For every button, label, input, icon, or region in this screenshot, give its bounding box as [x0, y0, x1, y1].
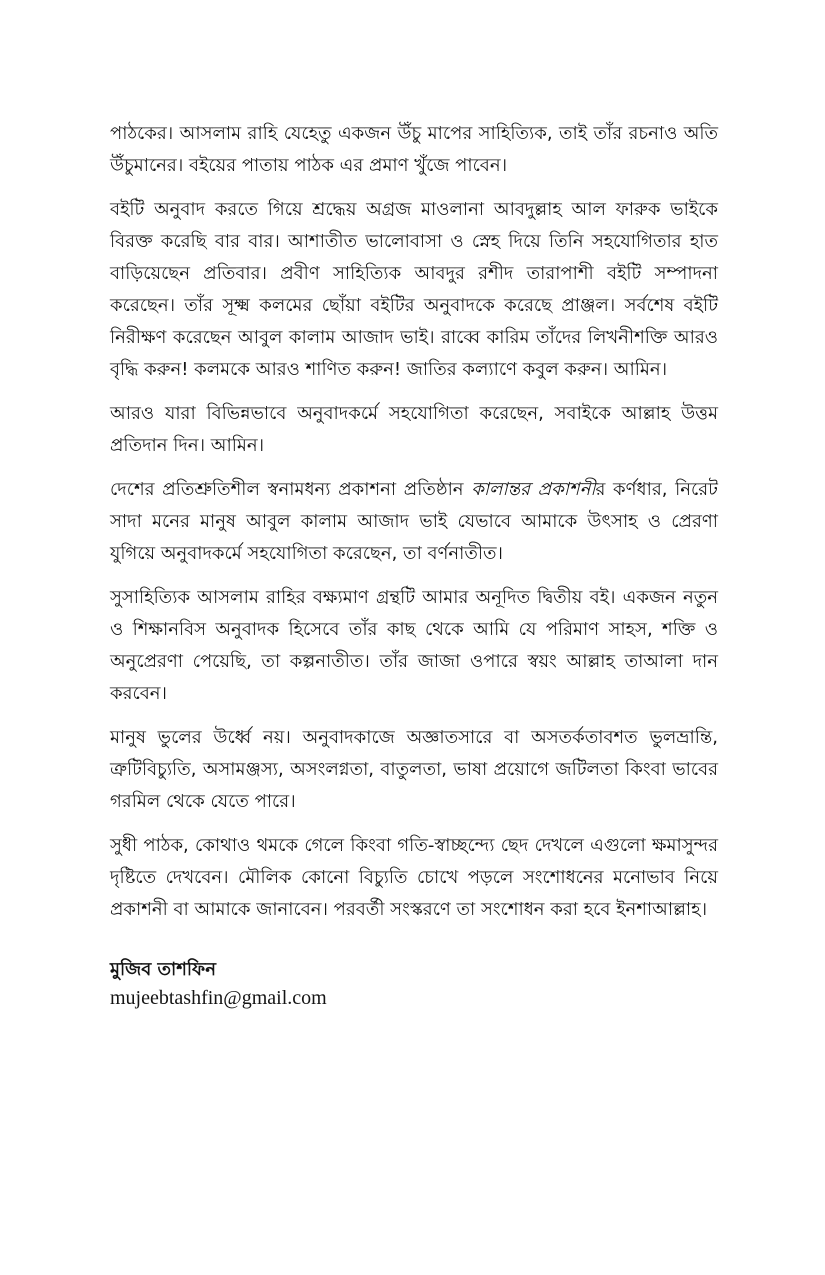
paragraph-3: আরও যারা বিভিন্নভাবে অনুবাদকর্মে সহযোগিতা করেছেন, সবাইকে আল্লাহ উত্তম প্রতিদান দিন। আমিন। — [110, 403, 718, 456]
paragraph-4 — [110, 474, 718, 570]
body-text — [110, 118, 718, 1012]
signature-block — [110, 956, 718, 1012]
paragraph-6: মানুষ ভুলের উর্ধ্বে নয়। অনুবাদকাজে অজ্ঞাতসারে বা অসতর্কতাবশত ভুলভ্রান্তি, ত্রুটিবিচ্যুতি, অসামঞ্জস্য, অসংলগ্নতা, বাতুলতা, ভাষা প্রয়োগে জটিলতা কিংবা ভাবের গরমিল থেকে যেতে পারে। — [110, 727, 718, 812]
paragraph-2: বইটি অনুবাদ করতে গিয়ে শ্রদ্ধেয় অগ্রজ মাওলানা আবদুল্লাহ আল ফারুক ভাইকে বিরক্ত করেছি বার বার। আশাতীত ভালোবাসা ও স্নেহ দিয়ে তিনি সহযোগিতার হাত বাড়িয়েছেন প্রতিবার। প্রবীণ সাহিত্যিক আবদুর রশীদ তারাপাশী বইটি সম্পাদনা করেছেন। তাঁর সূক্ষ্ম কলমের ছোঁয়া বইটির অনুবাদকে করেছে প্রাঞ্জল। সর্বশেষ বইটি নিরীক্ষণ করেছেন আবুল কালাম আজাদ ভাই। রাব্বে কারিম তাঁদের লিখনীশক্তি আরও বৃদ্ধি করুন! কলমকে আরও শাণিত করুন! জাতির কল্যাণে কবুল করুন। আমিন। — [110, 199, 718, 380]
author-name: মুজিব তাশফিন — [110, 959, 216, 980]
paragraph-5: সুসাহিত্যিক আসলাম রাহির বক্ষ্যমাণ গ্রন্থটি আমার অনূদিত দ্বিতীয় বই। একজন নতুন ও শিক্ষানবিস অনুবাদক হিসেবে তাঁর কাছ থেকে আমি যে পরিমাণ সাহস, শক্তি ও অনুপ্রেরণা পেয়েছি, তা কল্পনাতীত। তাঁর জাজা ওপারে স্বয়ং আল্লাহ তাআলা দান করবেন। — [110, 587, 718, 704]
publisher-name: কালান্তর প্রকাশনী — [471, 479, 596, 500]
paragraph-4-text-end: র কর্ণধার, নিরেট সাদা মনের মানুষ আবুল কালাম আজাদ ভাই যেভাবে আমাকে উৎসাহ ও প্রেরণা যুগিয়ে অনুবাদকর্মে সহযোগিতা করেছেন, তা বর্ণনাতীত। — [110, 479, 718, 564]
paragraph-4-text-start: দেশের প্রতিশ্রুতিশীল স্বনামধন্য প্রকাশনা প্রতিষ্ঠান — [110, 479, 472, 500]
paragraph-1: পাঠকের। আসলাম রাহি যেহেতু একজন উঁচু মাপের সাহিত্যিক, তাই তাঁর রচনাও অতি উঁচুমানের। বইয়ের পাতায় পাঠক এর প্রমাণ খুঁজে পাবেন। — [110, 123, 718, 176]
author-email: mujeebtashfin@gmail.com — [110, 987, 327, 1009]
paragraph-7: সুধী পাঠক, কোথাও থমকে গেলে কিংবা গতি-স্বাচ্ছন্দ্যে ছেদ দেখলে এগুলো ক্ষমাসুন্দর দৃষ্টিতে দেখবেন। মৌলিক কোনো বিচ্যুতি চোখে পড়লে সংশোধনের মনোভাব নিয়ে প্রকাশনী বা আমাকে জানাবেন। পরবর্তী সংস্করণে তা সংশোধন করা হবে ইনশাআল্লাহ। — [110, 835, 718, 920]
